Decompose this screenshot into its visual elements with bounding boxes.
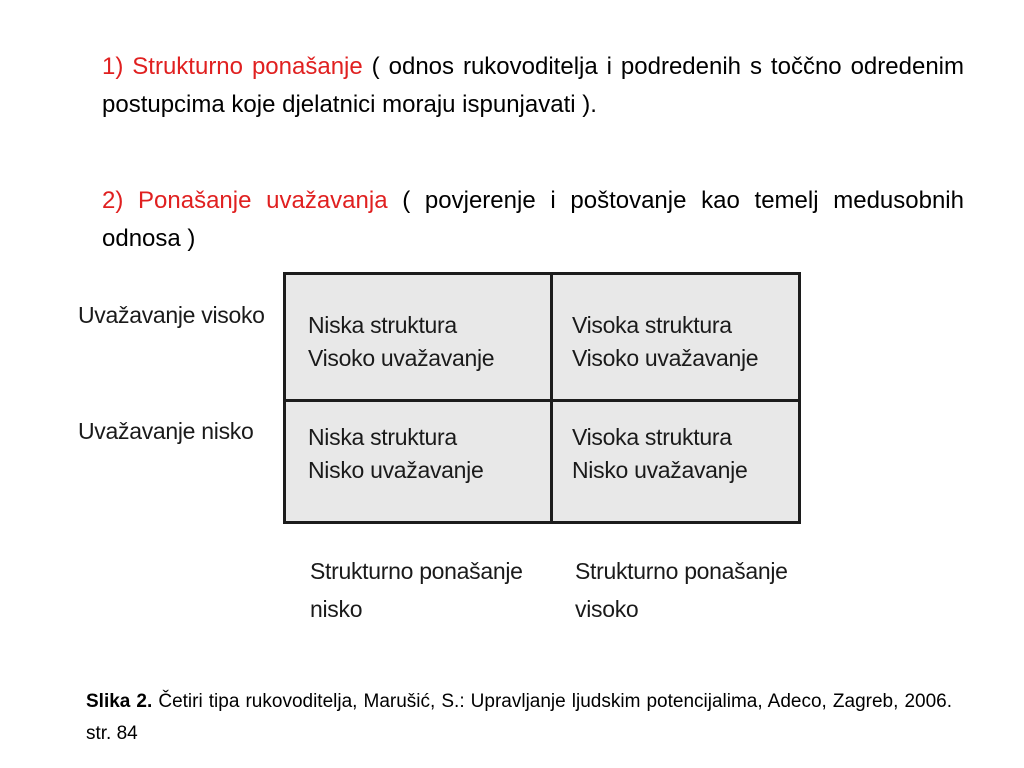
- leadership-quadrant-grid: [283, 272, 801, 524]
- description-structural-behavior: ( odnos rukovoditelja i podredenih s toččno odredenim postupcima koje djelatnici moraju ispunjavati ).: [102, 53, 964, 118]
- x-label-line-2: visoko: [575, 596, 639, 622]
- figure-caption: [86, 686, 952, 750]
- quadrant-line-1: Niska struktura: [308, 312, 457, 338]
- caption-label: Slika 2.: [86, 691, 153, 712]
- heading-structural-behavior: 1) Strukturno ponašanje: [102, 53, 363, 80]
- paragraph-structural-behavior: [102, 48, 964, 124]
- quadrant-line-1: Niska struktura: [308, 424, 457, 450]
- quadrant-line-2: Visoko uvažavanje: [308, 345, 495, 371]
- quadrant-line-2: Visoko uvažavanje: [572, 345, 759, 371]
- grid-vertical-divider: [550, 275, 553, 521]
- quadrant-line-1: Visoka struktura: [572, 312, 732, 338]
- quadrant-line-2: Nisko uvažavanje: [572, 457, 748, 483]
- quadrant-low-structure-low-consideration: [308, 421, 483, 487]
- x-label-structure-high: [575, 552, 788, 628]
- y-label-consideration-high: Uvažavanje visoko: [78, 302, 265, 328]
- grid-horizontal-divider: [286, 399, 798, 402]
- quadrant-high-structure-high-consideration: [572, 309, 758, 375]
- x-label-structure-low: [310, 552, 523, 628]
- caption-text: Četiri tipa rukovoditelja, Marušić, S.: Upravljanje ljudskim potencijalima, Adeco, Zagreb, 2006. str. 84: [86, 691, 952, 744]
- quadrant-high-structure-low-consideration: [572, 421, 747, 487]
- x-label-line-1: Strukturno ponašanje: [575, 558, 788, 584]
- description-consideration-behavior: ( povjerenje i poštovanje kao temelj medusobnih odnosa ): [102, 187, 964, 252]
- x-label-line-1: Strukturno ponašanje: [310, 558, 523, 584]
- quadrant-low-structure-high-consideration: [308, 309, 494, 375]
- quadrant-line-2: Nisko uvažavanje: [308, 457, 484, 483]
- heading-consideration-behavior: 2) Ponašanje uvažavanja: [102, 187, 388, 214]
- y-label-consideration-low: Uvažavanje nisko: [78, 418, 254, 444]
- quadrant-line-1: Visoka struktura: [572, 424, 732, 450]
- x-label-line-2: nisko: [310, 596, 363, 622]
- paragraph-consideration-behavior: [102, 182, 964, 258]
